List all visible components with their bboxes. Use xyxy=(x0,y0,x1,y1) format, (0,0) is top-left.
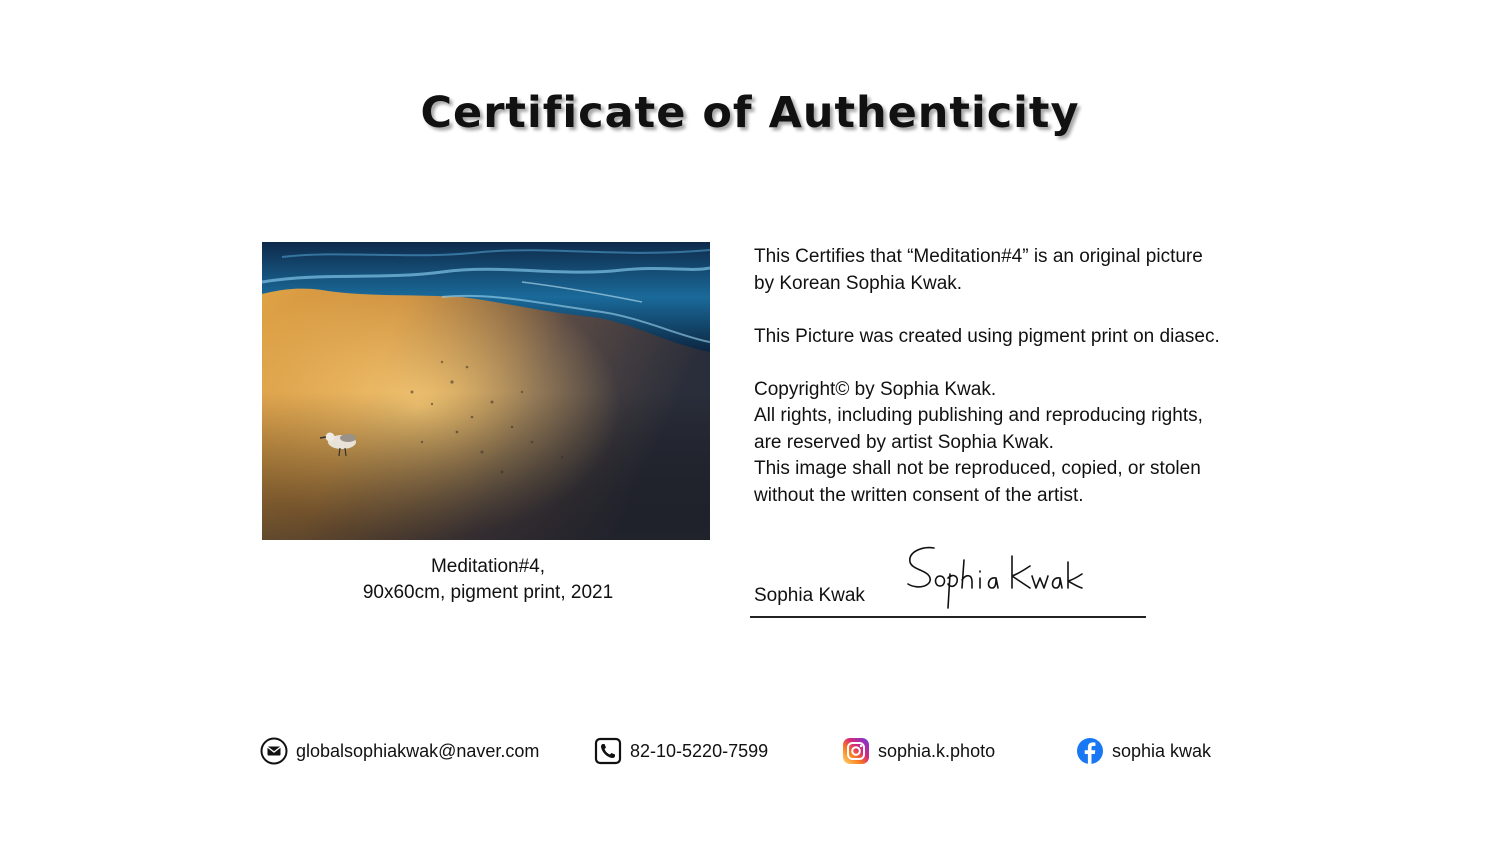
contact-phone xyxy=(594,737,768,765)
artwork-caption xyxy=(262,554,714,606)
instagram-icon xyxy=(842,737,870,765)
statement-line: All rights, including publishing and reproducing rights, xyxy=(754,405,1203,426)
caption-details: 90x60cm, pigment print, 2021 xyxy=(362,582,614,603)
signer-name: Sophia Kwak xyxy=(754,585,865,606)
statement-line: This Picture was created using pigment print on diasec. xyxy=(754,325,1220,347)
contact-facebook xyxy=(1076,737,1211,765)
handwritten-signature xyxy=(900,540,1090,620)
phone-icon xyxy=(594,737,622,765)
mail-icon xyxy=(260,737,288,765)
contact-instagram xyxy=(842,737,995,765)
artwork-photo xyxy=(262,242,710,540)
certificate-title: Certificate of Authenticity xyxy=(420,88,1080,138)
statement-line: This Certifies that “Meditation#4” is an original picture xyxy=(754,246,1203,267)
contact-instagram-text: sophia.k.photo xyxy=(878,740,996,761)
statement-line: are reserved by artist Sophia Kwak. xyxy=(754,431,1054,453)
certificate-statement xyxy=(754,244,1274,509)
statement-line: without the written consent of the artist. xyxy=(754,484,1084,506)
caption-title: Meditation#4, xyxy=(430,556,546,577)
signature-line xyxy=(750,616,1146,618)
statement-line: This image shall not be reproduced, copied, or stolen xyxy=(754,458,1201,479)
contact-phone-text: 82-10-5220-7599 xyxy=(630,740,769,761)
statement-line: Copyright© by Sophia Kwak. xyxy=(754,378,997,400)
facebook-icon xyxy=(1076,737,1104,765)
contact-email xyxy=(260,737,539,765)
contact-facebook-text: sophia kwak xyxy=(1112,740,1212,761)
statement-line: by Korean Sophia Kwak. xyxy=(754,272,963,294)
contact-email-text: globalsophiakwak@naver.com xyxy=(296,740,540,761)
